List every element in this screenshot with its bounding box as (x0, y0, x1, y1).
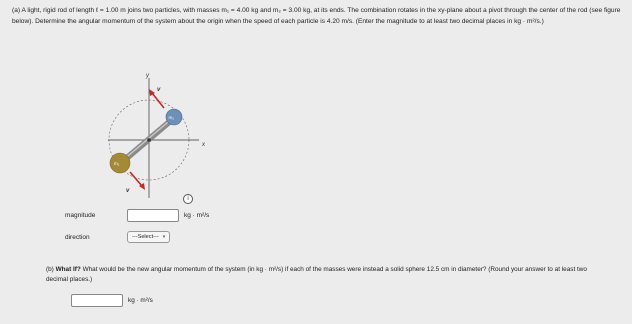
direction-label: direction (65, 233, 90, 241)
part-a-text: A light, rigid rod of length ℓ = 1.00 m joins two particles, with masses m₁ = 4.00 kg and m₂ = 3.00 kg, at its ends. The combination rotates in the xy-plane about a pivot through the center of the rod (see figure below). Determine the angular momentum of the system about the origin when the speed of each particle is 4.20 m/s. (Enter the magnitude to at least two decimal places in kg · m²/s.) (12, 7, 621, 25)
part-a-question (12, 6, 624, 27)
rotating-rod-figure (104, 72, 214, 208)
m1-label: m₁ (114, 161, 120, 166)
magnitude-row (65, 209, 209, 222)
part-b-question (46, 265, 606, 285)
info-icon[interactable]: i (183, 194, 193, 204)
pivot (147, 138, 151, 142)
x-axis-label: x (202, 142, 205, 148)
direction-row (65, 231, 170, 243)
m2-label: m₂ (168, 115, 174, 120)
direction-select[interactable] (127, 231, 170, 243)
part-b-lead: What If? (55, 266, 81, 273)
y-axis-label: y (146, 73, 149, 79)
direction-select-value: ---Select--- (132, 234, 159, 240)
magnitude-label: magnitude (65, 212, 96, 219)
velocity-arrow-bottom (130, 172, 142, 186)
particle-m1 (110, 153, 130, 173)
part-a-label: (a) (12, 7, 21, 14)
magnitude-input[interactable] (127, 209, 179, 222)
velocity-label-bottom: v (126, 188, 130, 194)
part-b-text: What would be the new angular momentum of the system (in kg · m²/s) if each of the masses were instead a solid sphere 12.5 cm in diameter? (Round your answer to at least two decimal places.) (46, 266, 587, 283)
part-b-label: (b) (46, 266, 54, 273)
part-b-input[interactable] (71, 294, 123, 307)
velocity-label-top: v (157, 87, 161, 93)
part-b-answer-row (71, 294, 153, 307)
magnitude-unit: kg · m²/s (184, 212, 210, 219)
chevron-down-icon: ▾ (162, 234, 166, 240)
part-b-unit: kg · m²/s (128, 297, 153, 304)
